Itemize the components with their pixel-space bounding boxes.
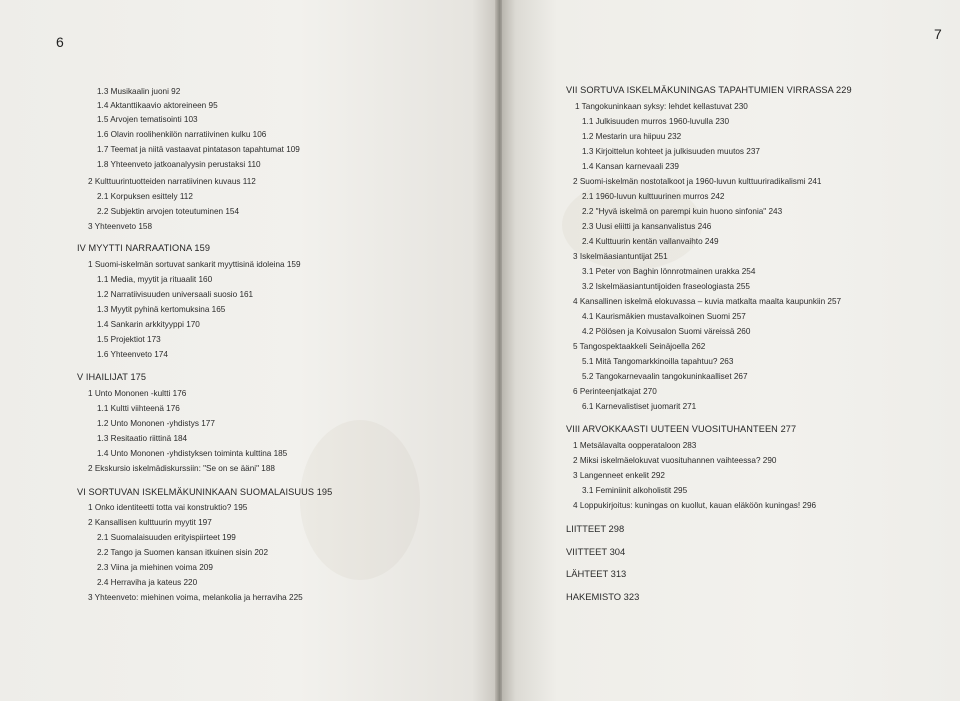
toc-entry: 2.1 Korpuksen esittely 112 (97, 192, 193, 201)
paper-stain (300, 420, 420, 580)
back-matter-heading: LÄHTEET 313 (566, 568, 627, 579)
toc-entry: 5.2 Tangokarnevaalin tangokuninkaalliset 267 (582, 372, 748, 381)
toc-entry: 1.3 Myytit pyhinä kertomuksina 165 (97, 305, 226, 314)
toc-entry: 1.5 Projektiot 173 (97, 335, 161, 344)
toc-entry: 2.2 Subjektin arvojen toteutuminen 154 (97, 207, 240, 216)
chapter-heading: VI SORTUVAN ISKELMÄKUNINKAAN SUOMALAISUUS 195 (77, 487, 333, 497)
toc-entry: 1.6 Yhteenveto 174 (97, 350, 168, 359)
toc-entry: 1.1 Kultti viihteenä 176 (97, 404, 180, 413)
toc-entry: 4.2 Pölösen ja Koivusalon Suomi väreissä 260 (582, 327, 751, 336)
chapter-heading: IV MYYTTI NARRAATIONA 159 (77, 243, 211, 253)
toc-entry: 1 Suomi-iskelmän sortuvat sankarit myyttisinä idoleina 159 (88, 260, 301, 269)
right-page (502, 0, 960, 701)
page-number-right: 7 (934, 26, 942, 42)
toc-entry: 1.2 Unto Mononen -yhdistys 177 (97, 419, 215, 428)
toc-entry: 1.2 Mestarin ura hiipuu 232 (582, 132, 682, 141)
toc-entry: 2.1 Suomalaisuuden erityispiirteet 199 (97, 533, 236, 542)
toc-entry: 2.3 Viina ja miehinen voima 209 (97, 563, 213, 572)
toc-entry: 2 Ekskursio iskelmädiskurssiin: "Se on se ääni" 188 (88, 464, 275, 473)
toc-entry: 1.4 Unto Mononen -yhdistyksen toiminta kulttina 185 (97, 449, 288, 458)
toc-entry: 2 Kulttuurintuotteiden narratiivinen kuvaus 112 (88, 177, 256, 186)
toc-entry: 3.1 Peter von Baghin lönnrotmainen urakka 254 (582, 267, 756, 276)
toc-entry: 2.4 Herraviha ja kateus 220 (97, 578, 198, 587)
toc-entry: 1.4 Aktanttikaavio aktoreineen 95 (97, 101, 218, 110)
toc-entry: 1.4 Kansan karnevaali 239 (582, 162, 679, 171)
toc-entry: 1 Metsälavalta oopperataloon 283 (573, 441, 697, 450)
toc-entry: 1.1 Julkisuuden murros 1960-luvulla 230 (582, 117, 730, 126)
toc-entry: 1 Tangokuninkaan syksy: lehdet kellastuvat 230 (575, 102, 748, 111)
toc-entry: 1.2 Narratiivisuuden universaali suosio 161 (97, 290, 254, 299)
toc-entry: 1.4 Sankarin arkkityyppi 170 (97, 320, 200, 329)
toc-entry: 5.1 Mitä Tangomarkkinoilla tapahtuu? 263 (582, 357, 734, 366)
toc-entry: 3.1 Feminiinit alkoholistit 295 (582, 486, 688, 495)
page-number-left: 6 (56, 34, 64, 50)
toc-entry: 5 Tangospektaakkeli Seinäjoella 262 (573, 342, 706, 351)
toc-entry: 1.7 Teemat ja niitä vastaavat pintatason tapahtumat 109 (97, 145, 300, 154)
toc-entry: 4.1 Kaurismäkien mustavalkoinen Suomi 257 (582, 312, 746, 321)
back-matter-heading: HAKEMISTO 323 (566, 591, 640, 602)
toc-entry: 2 Kansallisen kulttuurin myytit 197 (88, 518, 212, 527)
toc-entry: 1.3 Kirjoittelun kohteet ja julkisuuden muutos 237 (582, 147, 760, 156)
toc-entry: 2.4 Kulttuurin kentän vallanvaihto 249 (582, 237, 719, 246)
toc-entry: 2.3 Uusi eliitti ja kansanvalistus 246 (582, 222, 712, 231)
toc-entry: 3.2 Iskelmäasiantuntijoiden fraseologiasta 255 (582, 282, 750, 291)
toc-entry: 6 Perinteenjatkajat 270 (573, 387, 657, 396)
toc-entry: 3 Yhteenveto 158 (88, 222, 153, 231)
toc-entry: 4 Kansallinen iskelmä elokuvassa – kuvia matkalta maalta kaupunkiin 257 (573, 297, 842, 306)
toc-entry: 2 Suomi-iskelmän nostotalkoot ja 1960-luvun kulttuuriradikalismi 241 (573, 177, 822, 186)
toc-entry: 2.2 Tango ja Suomen kansan itkuinen sisin 202 (97, 548, 268, 557)
chapter-heading: V IHAILIJAT 175 (77, 372, 147, 382)
toc-entry: 3 Langenneet enkelit 292 (573, 471, 665, 480)
toc-entry: 1.5 Arvojen tematisointi 103 (97, 115, 198, 124)
toc-entry: 3 Iskelmäasiantuntijat 251 (573, 252, 668, 261)
toc-entry: 1.6 Olavin roolihenkilön narratiivinen kulku 106 (97, 130, 267, 139)
toc-entry: 3 Yhteenveto: miehinen voima, melankolia ja herraviha 225 (88, 593, 303, 602)
toc-entry: 1 Unto Mononen -kultti 176 (88, 389, 187, 398)
toc-entry: 6.1 Karnevalistiset juomarit 271 (582, 402, 697, 411)
toc-entry: 1 Onko identiteetti totta vai konstruktio? 195 (88, 503, 248, 512)
back-matter-heading: VIITTEET 304 (566, 546, 626, 557)
toc-entry: 1.1 Media, myytit ja rituaalit 160 (97, 275, 213, 284)
chapter-heading: VIII ARVOKKAASTI UUTEEN VUOSITUHANTEEN 277 (566, 424, 797, 434)
toc-entry: 2.2 "Hyvä iskelmä on parempi kuin huono sinfonia" 243 (582, 207, 783, 216)
toc-entry: 2 Miksi iskelmäelokuvat vuosituhannen vaihteessa? 290 (573, 456, 777, 465)
toc-entry: 2.1 1960-luvun kulttuurinen murros 242 (582, 192, 725, 201)
back-matter-heading: LIITTEET 298 (566, 523, 625, 534)
toc-entry: 1.3 Musikaalin juoni 92 (97, 87, 181, 96)
toc-entry: 4 Loppukirjoitus: kuningas on kuollut, kauan eläköön kuningas! 296 (573, 501, 817, 510)
toc-entry: 1.3 Resitaatio riittinä 184 (97, 434, 188, 443)
toc-entry: 1.8 Yhteenveto jatkoanalyysin perustaksi 110 (97, 160, 261, 169)
chapter-heading: VII SORTUVA ISKELMÄKUNINGAS TAPAHTUMIEN VIRRASSA 229 (566, 85, 852, 95)
